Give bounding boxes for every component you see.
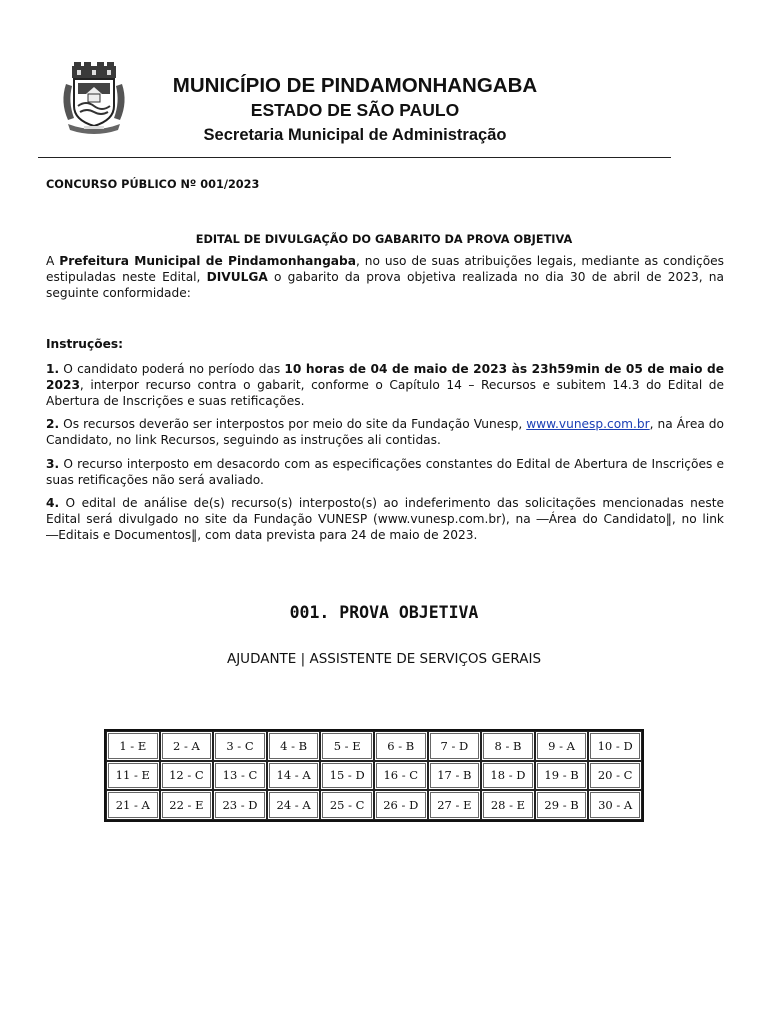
edital-title: EDITAL DE DIVULGAÇÃO DO GABARITO DA PROVA OBJETIVA xyxy=(195,233,573,246)
vunesp-link[interactable]: www.vunesp.com.br xyxy=(526,417,650,431)
answer-key-table xyxy=(104,729,644,822)
instruction-item-2: 2. Os recursos deverão ser interpostos por meio do site da Fundação Vunesp, www.vunesp.com.br, na Área do Candidato, no link Recursos, seguindo as instruções ali contidas. xyxy=(46,417,725,447)
municipality-title: MUNICÍPIO DE PINDAMONHANGABA xyxy=(172,74,538,97)
answer-cell: 8 - B xyxy=(481,731,535,761)
answer-cell: 18 - D xyxy=(481,761,535,791)
prova-title: 001. PROVA OBJETIVA xyxy=(289,603,479,622)
header-divider xyxy=(38,157,671,158)
answer-cell: 15 - D xyxy=(320,761,374,791)
answer-cell: 26 - D xyxy=(374,790,428,820)
answer-key-row xyxy=(106,731,642,761)
answer-cell: 13 - C xyxy=(213,761,267,791)
answer-cell: 29 - B xyxy=(535,790,589,820)
answer-cell: 16 - C xyxy=(374,761,428,791)
answer-cell: 9 - A xyxy=(535,731,589,761)
state-title: ESTADO DE SÃO PAULO xyxy=(250,100,460,120)
instructions-heading: Instruções: xyxy=(46,337,123,351)
concurso-number: CONCURSO PÚBLICO Nº 001/2023 xyxy=(46,178,260,191)
answer-cell: 22 - E xyxy=(160,790,214,820)
answer-cell: 25 - C xyxy=(320,790,374,820)
instruction-item-1: 1. O candidato poderá no período das 10 horas de 04 de maio de 2023 às 23h59min de 05 de maio de 2023, interpor recurso contra o gabarit, conforme o Capítulo 14 – Recursos e subitem 14.3 do Edital de Abertura de Inscrições e suas retificações. xyxy=(46,362,724,408)
intro-paragraph: A Prefeitura Municipal de Pindamonhangaba, no uso de suas atribuições legais, mediante as condições estipuladas neste Edital, DIVULGA o gabarito da prova objetiva realizada no dia 30 de abril de 2023, na seguinte conformidade: xyxy=(46,254,724,300)
answer-cell: 4 - B xyxy=(267,731,321,761)
answer-cell: 6 - B xyxy=(374,731,428,761)
answer-cell: 11 - E xyxy=(106,761,160,791)
answer-cell: 19 - B xyxy=(535,761,589,791)
answer-cell: 28 - E xyxy=(481,790,535,820)
answer-cell: 20 - C xyxy=(588,761,642,791)
answer-cell: 1 - E xyxy=(106,731,160,761)
instruction-item-3: 3. O recurso interposto em desacordo com as especificações constantes do Edital de Abertura de Inscrições e suas retificações não será avaliado. xyxy=(46,457,724,487)
answer-cell: 7 - D xyxy=(428,731,482,761)
answer-key-row xyxy=(106,761,642,791)
answer-cell: 17 - B xyxy=(428,761,482,791)
answer-cell: 27 - E xyxy=(428,790,482,820)
answer-cell: 5 - E xyxy=(320,731,374,761)
answer-cell: 10 - D xyxy=(588,731,642,761)
answer-cell: 30 - A xyxy=(588,790,642,820)
answer-cell: 3 - C xyxy=(213,731,267,761)
answer-cell: 2 - A xyxy=(160,731,214,761)
cargo-title: AJUDANTE | ASSISTENTE DE SERVIÇOS GERAIS xyxy=(226,651,542,667)
instruction-item-4: 4. O edital de análise de(s) recurso(s) interposto(s) ao indeferimento das solicitações mencionadas neste Edital será divulgado no site da Fundação VUNESP (www.vunesp.com.br), na ―Área do Candidato‖, no link ―Editais e Documentos‖, com data prevista para 24 de maio de 2023. xyxy=(46,496,724,542)
answer-cell: 21 - A xyxy=(106,790,160,820)
answer-cell: 12 - C xyxy=(160,761,214,791)
secretariat-title: Secretaria Municipal de Administração xyxy=(203,126,507,144)
answer-key-row xyxy=(106,790,642,820)
answer-cell: 14 - A xyxy=(267,761,321,791)
answer-cell: 23 - D xyxy=(213,790,267,820)
municipal-coat-of-arms-icon xyxy=(60,62,128,134)
answer-cell: 24 - A xyxy=(267,790,321,820)
